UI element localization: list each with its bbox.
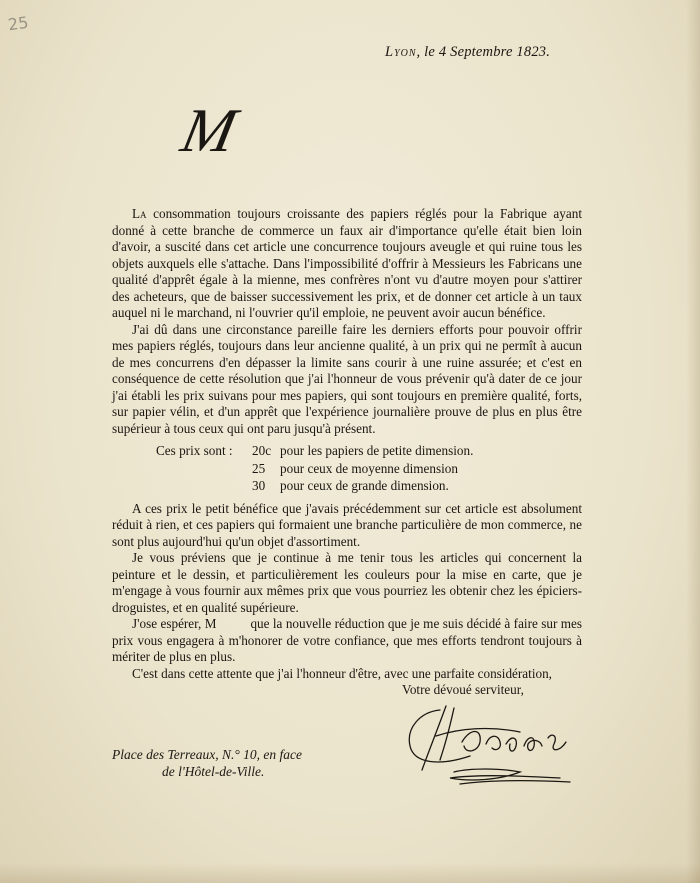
paragraph-1-text: consommation toujours croissante des papiers réglés pour la Fabrique ayant donné à cette branche de commerce un faux air d'importance qu'elle était bien loin d'avoir, a suscité dans cet article une concurrence toujours aveugle et qui ruine tous les objets auxquels elle s'attache. Dans l'impossibilité d'offrir à Messieurs les Fabricans une qualité d'apprêt égale à la mienne, mes confrères n'ont vu d'autre moyen pour s'attirer des acheteurs, que de baisser successivement les prix, et de donner cet article à un taux auquel ni le marchand, ni l'ouvrier qu'il emploie, ne peuvent avoir aucun bénéfice. — [112, 206, 582, 320]
price-value: 30 — [252, 478, 266, 493]
paragraph-2: J'ai dû dans une circonstance pareille faire les derniers efforts pour pouvoir offrir mes papiers réglés, toujours dans leur ancienne qualité, à un prix qui ne permît à aucun de mes concurrens d'en dépasser la limite sans courir à une ruine assurée; et c'est en conséquence de cette résolution que j'ai l'honneur de vous prévenir qu'à dater de ce jour j'ai établi les prix suivans pour mes papiers, qui sont toujours en première qualité, forts, sur papier vélin, et d'un apprêt que l'expérience journalière prouve de plus en plus être supérieur à tous ceux qui ont paru jusqu'à présent. — [112, 321, 582, 436]
paragraph-3: A ces prix le petit bénéfice que j'avais précédemment sur cet article est absolument réduit à rien, et ces papiers qui formaient une branche particulière de mon commerce, ne sont plus aujourd'hui qu'un objet d'assortiment. — [112, 500, 582, 549]
address — [112, 746, 302, 780]
price-list-label: Ces prix sont : — [156, 443, 233, 458]
letter-body — [112, 206, 586, 699]
salutation: M — [175, 97, 242, 165]
price-description: pour ceux de moyenne dimension — [280, 460, 458, 476]
paragraph-1 — [112, 206, 582, 322]
dateline-city: Lyon — [385, 44, 417, 60]
address-line-2: de l'Hôtel-de-Ville. — [162, 764, 265, 779]
signoff: Votre dévoué serviteur, — [402, 682, 524, 697]
price-value: 20c — [252, 443, 272, 458]
margin-pencil-mark: 25 — [6, 12, 30, 35]
paragraph-5: J'ose espérer, M que la nouvelle réduction que je me suis décidé à faire sur mes prix vous engagera à m'honorer de votre confiance, que mes efforts tendront toujours à mériter de plus en plus. — [112, 616, 586, 664]
price-description: pour les papiers de petite dimension. — [280, 443, 474, 458]
paragraph-1-lead: La — [132, 206, 147, 221]
handwritten-signature — [400, 698, 590, 788]
price-description: pour ceux de grande dimension. — [280, 478, 449, 493]
paragraph-4: Je vous préviens que je continue à me tenir tous les articles qui concernent la peinture et le dessin, et particulièrement les couleurs pour la mise en carte, que je m'engage à vous fournir aux mêmes prix que vous pourriez les obtenir chez les épiciers-droguistes, et en qualité supérieure. — [112, 550, 582, 615]
address-line-1: Place des Terreaux, N.° 10, en face — [112, 747, 302, 762]
dateline-date: , le 4 Septembre 1823. — [416, 44, 551, 60]
paragraph-closing: C'est dans cette attente que j'ai l'honneur d'être, avec une parfaite considération, — [132, 665, 552, 681]
dateline — [385, 44, 550, 61]
price-list — [112, 443, 582, 495]
price-value: 25 — [252, 460, 266, 476]
paper-edge — [0, 863, 700, 883]
